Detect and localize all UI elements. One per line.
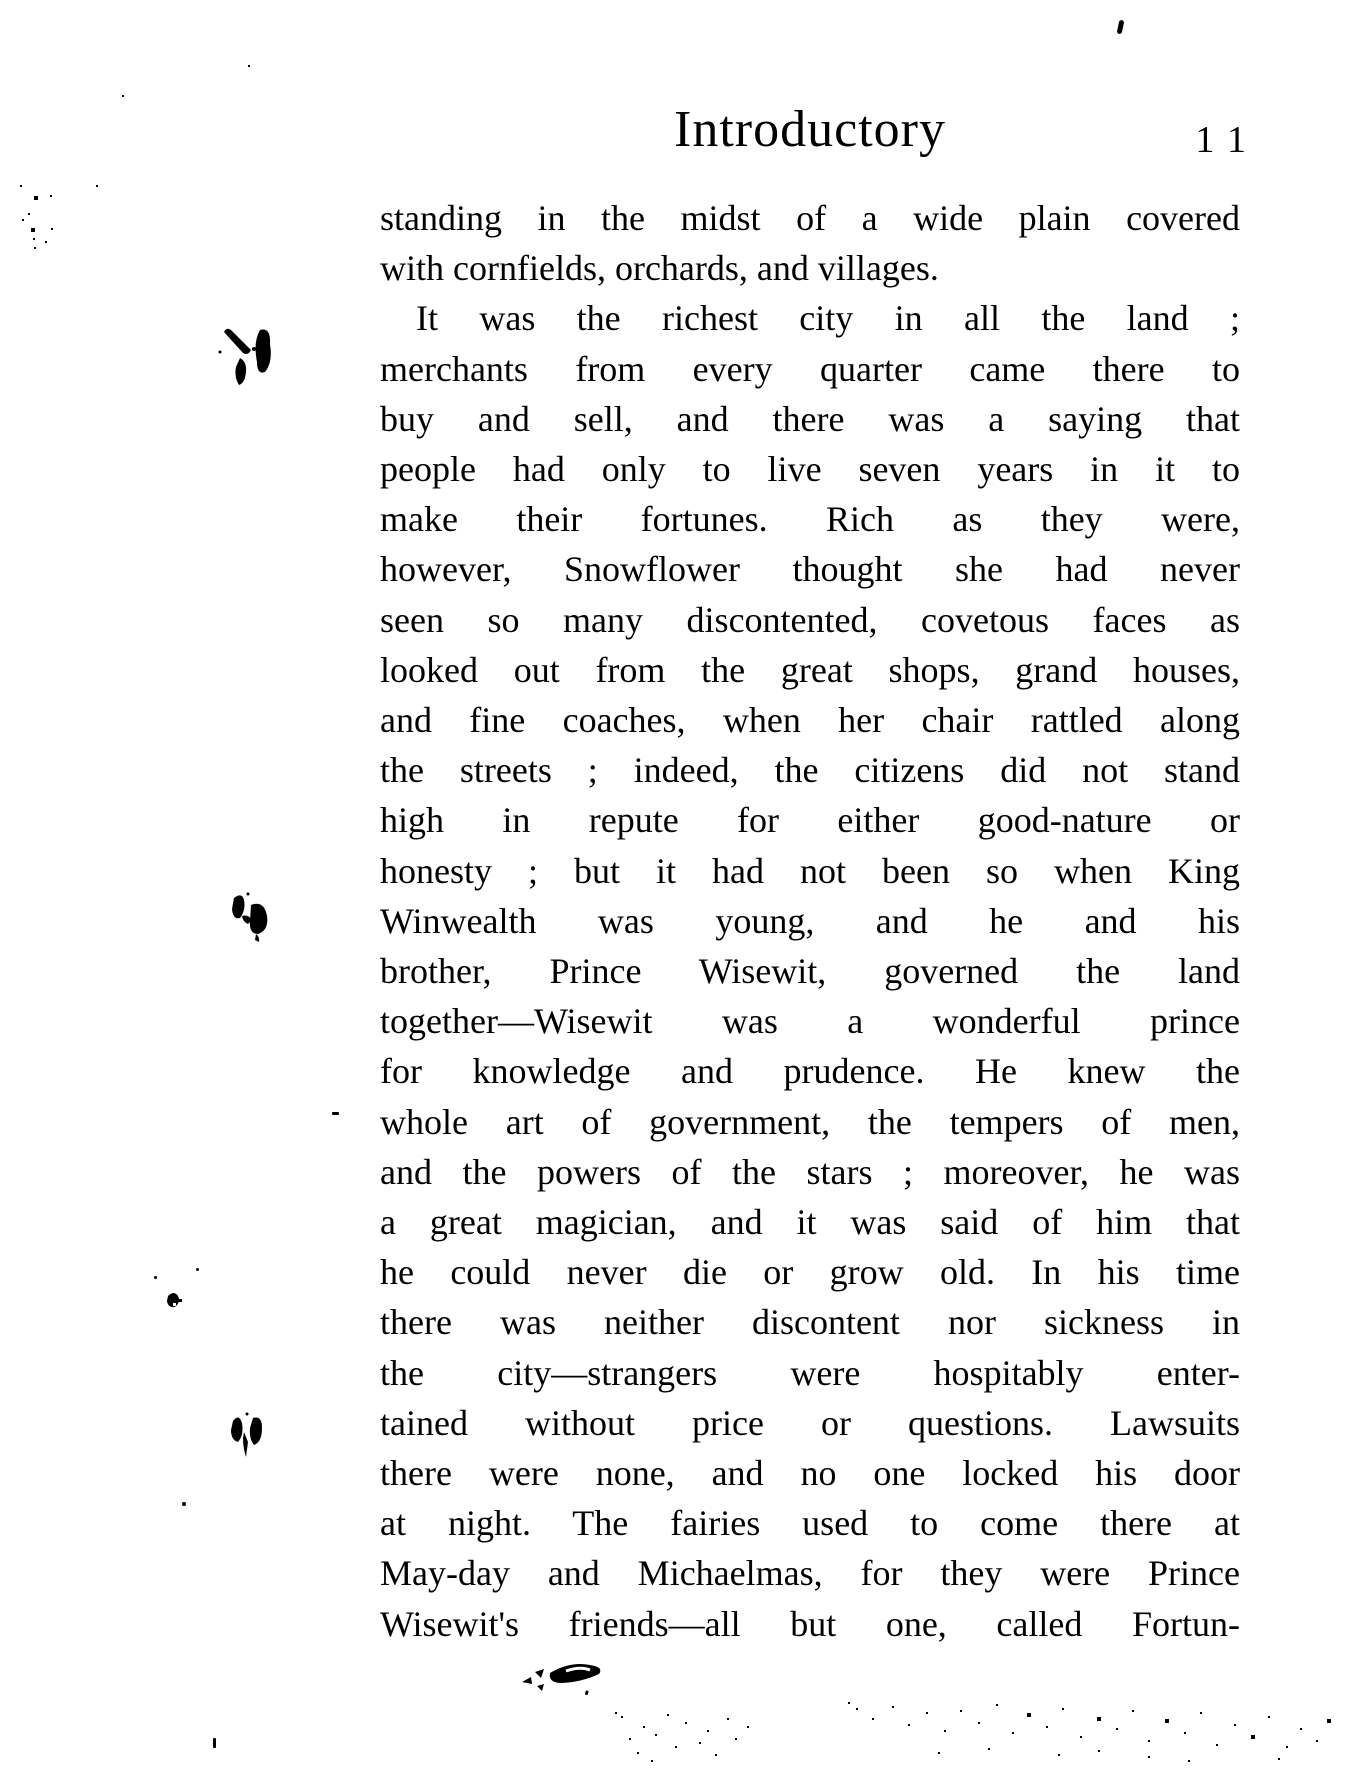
text-line: together—Wisewit was a wonderful prince (380, 1001, 1240, 1042)
text-line: looked out from the great shops, grand houses, (380, 649, 1240, 690)
speckle-field-bottom-left-icon (615, 1712, 617, 1714)
text-line: and fine coaches, when her chair rattled along (380, 700, 1240, 741)
text-line: for knowledge and prudence. He knew the (380, 1051, 1240, 1092)
speck-margin-icon (154, 1276, 157, 1279)
text-line: at night. The fairies used to come there at (380, 1503, 1240, 1544)
text-line: It was the richest city in all the land ; (416, 298, 1240, 339)
speck-left-of-text-icon (332, 1112, 339, 1115)
ink-smudge-bottom-center-icon (520, 1658, 608, 1702)
text-line: Wisewit's friends—all but one, called Fortun- (380, 1603, 1240, 1644)
body-text (380, 193, 1240, 1649)
page-number: 11 (1195, 119, 1260, 161)
text-line: a great magician, and it was said of him that (380, 1202, 1240, 1243)
ink-blot-lower-left-margin-icon (224, 1412, 270, 1462)
text-line: Winwealth was young, and he and his (380, 900, 1240, 941)
text-line: brother, Prince Wisewit, governed the land (380, 951, 1240, 992)
text-line: tained without price or questions. Lawsuits (380, 1402, 1240, 1443)
text-line: and the powers of the stars ; moreover, he was (380, 1151, 1240, 1192)
ink-blot-mid-left-margin-icon (226, 890, 274, 942)
text-line: high in repute for either good-nature or (380, 800, 1240, 841)
speck-bottom-left-icon (213, 1738, 216, 1748)
text-line: the city—strangers were hospitably enter- (380, 1352, 1240, 1393)
text-line: there were none, and no one locked his door (380, 1453, 1240, 1494)
speck-margin-icon (196, 1268, 199, 1271)
speck-bottom-icon (585, 1692, 588, 1695)
chapter-title: Introductory (674, 101, 946, 158)
speck-top-right-icon (1117, 20, 1125, 35)
text-line: he could never die or grow old. In his time (380, 1252, 1240, 1293)
ink-blot-upper-left-margin-icon (218, 322, 278, 387)
text-line: seen so many discontented, covetous faces as (380, 599, 1240, 640)
speckle-scatter-top-left-icon (20, 185, 22, 187)
text-line: there was neither discontent nor sickness in (380, 1302, 1240, 1343)
text-line: whole art of government, the tempers of men, (380, 1101, 1240, 1142)
text-line: standing in the midst of a wide plain covered (380, 198, 1240, 238)
speck-margin-icon (182, 1502, 186, 1506)
text-line: merchants from every quarter came there to (380, 348, 1240, 389)
text-line: honesty ; but it had not been so when King (380, 850, 1240, 891)
text-line: the streets ; indeed, the citizens did not stand (380, 750, 1240, 791)
text-line: with cornfields, orchards, and villages. (380, 248, 939, 289)
ink-speck-left-margin-icon (164, 1290, 184, 1310)
text-line: however, Snowflower thought she had never (380, 549, 1240, 590)
speckle-field-bottom-right-icon (848, 1702, 850, 1704)
text-line: make their fortunes. Rich as they were, (380, 499, 1240, 540)
text-line: May-day and Michaelmas, for they were Prince (380, 1553, 1240, 1594)
text-line: people had only to live seven years in it to (380, 449, 1240, 490)
text-line: buy and sell, and there was a saying that (380, 398, 1240, 439)
